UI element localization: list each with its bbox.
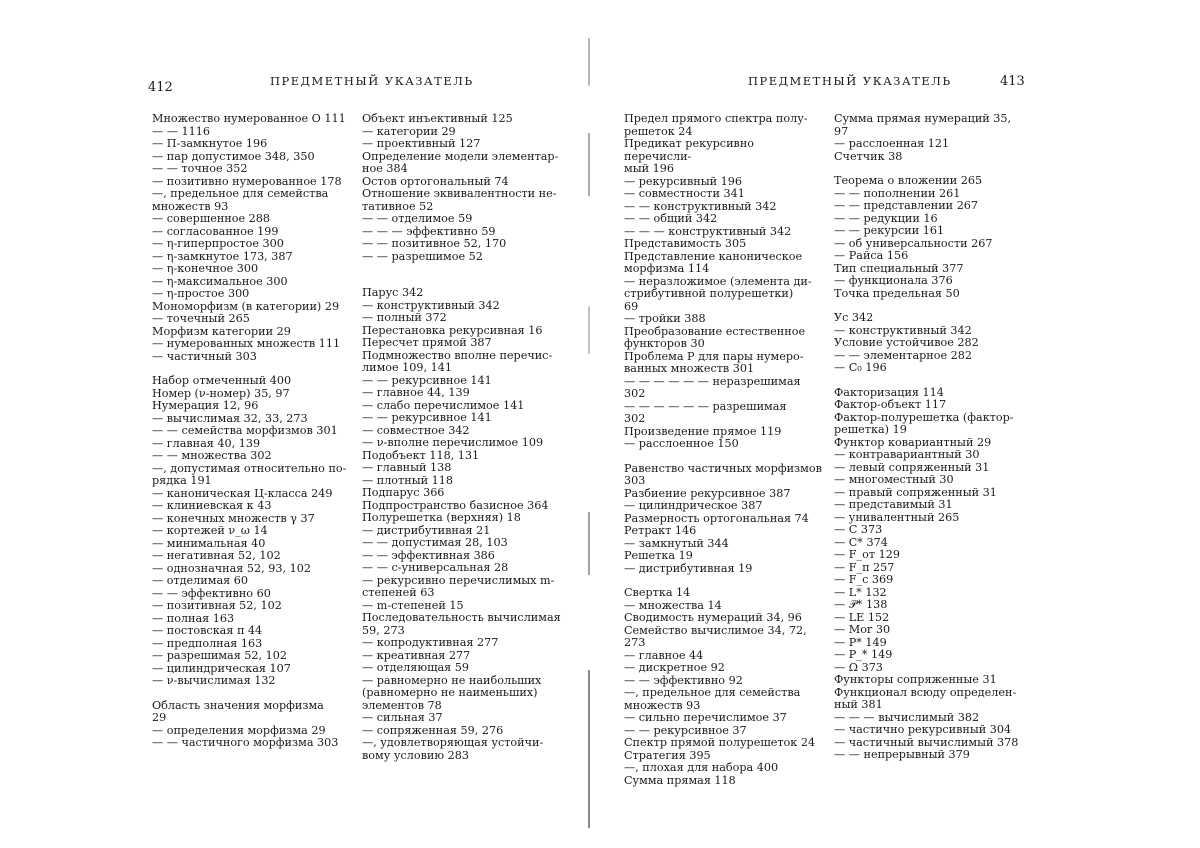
index-entry: Пересчет прямой 387 [362, 336, 492, 349]
index-entry: — отделимая 60 [152, 574, 248, 587]
index-entry: Преобразование естественное [624, 324, 806, 338]
index-entry: — — позитивное 52, 170 [362, 237, 507, 250]
index-entry: — — — — — — разрешимая [624, 399, 787, 413]
index-entry: Множество нумерованное О 111 [152, 112, 346, 125]
index-entry: Фактор-объект 117 [834, 398, 947, 411]
book-spine [588, 38, 590, 828]
index-entry: Представление каноническое [624, 249, 803, 263]
index-entry: Номер (ν-номер) 35, 97 [152, 386, 290, 400]
index-entry: тативное 52 [362, 199, 434, 213]
index-entry: ный 381 [834, 698, 883, 711]
index-entry: —, удовлетворяющая устойчи- [362, 736, 544, 749]
index-column [624, 113, 824, 787]
index-entry: Стратегия 395 [624, 748, 711, 762]
index-entry: — — рекурсивное 37 [624, 723, 747, 737]
index-entry: — пар допустимое 348, 350 [152, 149, 315, 163]
index-entry: — — представлении 267 [834, 199, 979, 212]
index-entry: — C 373 [834, 523, 883, 536]
index-entry: — слабо перечислимое 141 [362, 398, 525, 412]
index-entry: Семейство вычислимое 34, 72, 273 [624, 623, 811, 649]
index-entry: — — эффективно 60 [152, 586, 271, 600]
index-entry: — согласованное 199 [152, 224, 279, 238]
index-entry: Подобъект 118, 131 [362, 448, 480, 462]
index-entry: Функторы сопряженные 31 [834, 673, 997, 686]
index-entry: функторов 30 [624, 337, 705, 350]
index-entry: — рекурсивный 196 [624, 174, 743, 188]
index-entry: множеств 93 [152, 199, 229, 213]
index-entry: — функционала 376 [834, 274, 953, 287]
index-entry: — каноническая Ц-класса 249 [152, 486, 333, 500]
index-entry: — — рекурсивное 141 [362, 373, 492, 387]
index-entry: Ус 342 [834, 311, 874, 324]
index-entry: Решетка 19 [624, 549, 693, 562]
index-entry: 302 [624, 412, 646, 425]
index-entry: — тройки 388 [624, 312, 706, 325]
index-entry: — C₀ 196 [834, 361, 887, 374]
index-entry: Сумма прямая 118 [624, 773, 736, 787]
index-entry: — сильная 37 [362, 711, 443, 724]
index-entry: — Mor 30 [834, 623, 891, 636]
index-entry: Набор отмеченный 400 [152, 374, 292, 387]
index-entry: — m-степеней 15 [362, 598, 464, 612]
entry-gap [834, 375, 1034, 387]
index-entry: 302 [624, 387, 646, 400]
index-entry: 59, 273 [362, 623, 405, 637]
index-entry: Ретракт 146 [624, 524, 697, 537]
index-entry: — главная 40, 139 [152, 436, 261, 450]
index-entry: — плотный 118 [362, 473, 453, 487]
entry-gap [362, 263, 567, 275]
index-entry: — — точное 352 [152, 162, 248, 175]
index-entry: Фактор-полурешетка (фактор- [834, 410, 1014, 424]
index-entry: вому условию 283 [362, 748, 469, 762]
index-entry: — LE 152 [834, 610, 890, 624]
index-entry: Последовательность вычислимая [362, 611, 561, 624]
index-entry: Размерность ортогональная 74 [624, 511, 809, 525]
index-entry: — унивалентный 265 [834, 510, 960, 524]
index-entry: — копродуктивная 277 [362, 636, 499, 649]
index-entry: множеств 93 [624, 698, 701, 712]
index-entry: — ν-вполне перечислимое 109 [362, 436, 544, 449]
index-entry: — совершенное 288 [152, 212, 271, 225]
index-entry: — η-максимальное 300 [152, 274, 288, 288]
index-entry: Сумма прямая нумераций 35, [834, 112, 1012, 125]
index-entry: — η-простое 300 [152, 287, 250, 300]
index-entry: — — разрешимое 52 [362, 249, 483, 263]
index-entry: Тип специальный 377 [834, 261, 964, 275]
index-entry: Полурешетка (верхняя) 18 [362, 511, 521, 524]
index-entry: — — непрерывный 379 [834, 748, 970, 761]
index-entry: лимое 109, 141 [362, 361, 452, 374]
index-entry: Представимость 305 [624, 237, 747, 250]
index-entry: — конструктивный 342 [834, 323, 972, 337]
index-entry: — конструктивный 342 [362, 298, 500, 312]
index-entry: — нумерованных множеств 111 [152, 337, 341, 350]
index-entry: — главный 138 [362, 461, 452, 474]
index-entry: — отделяющая 59 [362, 661, 470, 674]
index-entry: Предел прямого спектра полу- [624, 112, 808, 125]
index-entry: Точка предельная 50 [834, 286, 960, 300]
index-entry: — C* 374 [834, 535, 888, 549]
index-entry: — частичный 303 [152, 349, 257, 363]
index-entry: — η-замкнутое 173, 387 [152, 249, 293, 263]
index-entry: элементов 78 [362, 698, 442, 712]
index-entry: — — элементарное 282 [834, 348, 973, 362]
index-entry: 69 [624, 299, 639, 313]
left-page [0, 0, 585, 848]
index-entry: Проблема P для пары нумеро- [624, 349, 804, 363]
index-entry: — полная 163 [152, 611, 235, 625]
index-entry: — вычислимая 32, 33, 273 [152, 411, 308, 425]
index-entry: Функтор ковариантный 29 [834, 435, 992, 449]
index-entry: — сильно перечислимое 37 [624, 711, 787, 724]
index-entry: — определения морфизма 29 [152, 723, 326, 737]
index-entry: — — рекурсивное 141 [362, 411, 492, 424]
index-entry: — — рекурсии 161 [834, 224, 945, 237]
page-header: ПРЕДМЕТНЫЙ УКАЗАТЕЛЬ [748, 74, 952, 88]
index-entry: — — — конструктивный 342 [624, 224, 792, 238]
index-entry: — неразложимое (элемента ди- [624, 274, 812, 288]
index-entry: ное 384 [362, 162, 408, 175]
index-entry: — замкнутый 344 [624, 536, 729, 550]
index-entry: — многоместный 30 [834, 473, 954, 486]
index-entry: — цилиндрическое 387 [624, 499, 763, 512]
index-entry: — — конструктивный 342 [624, 199, 777, 213]
index-entry: — рекурсивно перечислимых m- [362, 573, 555, 587]
index-entry: мый 196 [624, 162, 674, 175]
index-entry: 97 [834, 124, 849, 138]
index-entry: Предикат рекурсивно перечисли- [624, 137, 758, 163]
entry-gap [624, 451, 824, 463]
index-column [152, 113, 352, 750]
index-entry: Произведение прямое 119 [624, 424, 782, 438]
index-entry: — кортежей ν_ω 14 [152, 524, 268, 537]
index-entry: — L* 132 [834, 585, 887, 599]
index-entry: — позитивная 52, 102 [152, 599, 282, 612]
index-entry: — ν-вычислимая 132 [152, 674, 276, 687]
index-entry: — — эффективная 386 [362, 548, 495, 562]
index-entry: — негативная 52, 102 [152, 549, 281, 562]
index-entry: — равномерно не наибольших [362, 673, 542, 687]
index-entry: Мономорфизм (в категории) 29 [152, 299, 340, 313]
index-entry: Перестановка рекурсивная 16 [362, 323, 543, 337]
index-entry: — — множества 302 [152, 449, 272, 462]
index-entry: — F_c 369 [834, 573, 894, 586]
index-entry: Равенство частичных морфизмов [624, 461, 822, 475]
index-entry: — P_* 149 [834, 648, 893, 661]
index-entry: — — отделимое 59 [362, 212, 473, 225]
index-entry: — частичный вычислимый 378 [834, 735, 1019, 749]
index-entry: Теорема о вложении 265 [834, 174, 983, 187]
index-entry: — — — эффективно 59 [362, 224, 496, 238]
index-entry: — 𝒫* 138 [834, 598, 888, 611]
index-entry: — разрешимая 52, 102 [152, 649, 288, 662]
index-entry: Подпространство базисное 364 [362, 498, 549, 512]
index-entry: решеток 24 [624, 124, 693, 138]
index-entry: — креативная 277 [362, 648, 471, 662]
index-entry: Условие устойчивое 282 [834, 336, 979, 349]
index-entry: стрибутивной полурешетки) [624, 287, 794, 300]
index-entry: — F_π 257 [834, 560, 895, 574]
index-entry: (равномерно не наименьших) [362, 686, 538, 699]
index-entry: — — редукции 16 [834, 211, 938, 225]
right-page [600, 0, 1200, 848]
index-entry: — η-гиперпростое 300 [152, 237, 284, 250]
index-entry: — левый сопряженный 31 [834, 460, 990, 474]
index-entry: — Ω 373 [834, 660, 883, 674]
index-entry: — точечный 265 [152, 312, 250, 325]
page-header: ПРЕДМЕТНЫЙ УКАЗАТЕЛЬ [270, 74, 474, 88]
index-entry: Отношение эквивалентности не- [362, 187, 557, 200]
index-entry: — P* 149 [834, 635, 887, 649]
index-entry: — расслоенная 121 [834, 137, 950, 150]
index-entry: Счетчик 38 [834, 149, 903, 163]
index-entry: — — семейства морфизмов 301 [152, 424, 338, 437]
index-entry: — расслоенное 150 [624, 437, 739, 450]
index-entry: —, предельное для семейства [624, 686, 801, 699]
index-entry: — — эффективно 92 [624, 673, 743, 687]
index-entry: Объект инъективный 125 [362, 112, 513, 125]
index-entry: — сопряженная 59, 276 [362, 723, 504, 737]
index-entry: Подмножество вполне перечис- [362, 348, 553, 362]
index-entry: — главное 44 [624, 648, 704, 662]
index-entry: — — пополнении 261 [834, 186, 961, 200]
index-entry: — категории 29 [362, 124, 456, 138]
index-entry: Определение модели элементар- [362, 149, 559, 163]
index-entry: — — c-универсальная 28 [362, 561, 509, 574]
index-entry: Морфизм категории 29 [152, 324, 291, 338]
index-entry: —, предельное для семейства [152, 187, 329, 200]
page-number: 413 [1000, 74, 1025, 89]
index-entry: — совместности 341 [624, 187, 745, 200]
index-entry: —, допустимая относительно по- [152, 461, 347, 475]
index-entry: — дискретное 92 [624, 661, 725, 674]
index-entry: Остов ортогональный 74 [362, 174, 509, 188]
index-entry: — предполная 163 [152, 636, 263, 650]
index-entry: —, плохая для набора 400 [624, 761, 779, 774]
index-entry: — — — вычислимый 382 [834, 710, 980, 724]
index-entry: морфизма 114 [624, 262, 710, 275]
index-entry: — цилиндрическая 107 [152, 661, 291, 675]
index-entry: Парус 342 [362, 286, 424, 299]
index-entry: — — допустимая 28, 103 [362, 536, 508, 549]
index-entry: — — 1116 [152, 124, 210, 138]
page-number: 412 [148, 80, 173, 95]
index-entry: Факторизация 114 [834, 385, 944, 399]
index-entry: решетка) 19 [834, 423, 907, 436]
index-entry: — F_от 129 [834, 548, 900, 561]
index-entry: — частично рекурсивный 304 [834, 723, 1012, 736]
index-entry: — множества 14 [624, 598, 722, 612]
index-entry: Спектр прямой полурешеток 24 [624, 736, 816, 749]
index-entry: — — общий 342 [624, 212, 718, 225]
entry-gap [152, 688, 352, 700]
index-entry: 29 [152, 711, 167, 724]
index-entry: — — — — — — неразрешимая [624, 374, 801, 388]
index-entry: — совместное 342 [362, 423, 470, 437]
index-entry: — клиниевская κ 43 [152, 499, 272, 512]
index-entry: ванных множеств 301 [624, 362, 755, 375]
index-entry: Свертка 14 [624, 586, 691, 599]
index-entry: Область значения морфизма [152, 698, 324, 712]
index-entry: степеней 63 [362, 586, 435, 599]
index-entry: Нумерация 12, 96 [152, 399, 259, 412]
index-entry: 303 [624, 474, 646, 487]
index-column [834, 113, 1034, 762]
index-entry: — представимый 31 [834, 498, 953, 511]
index-entry: — дистрибутивная 21 [362, 523, 491, 537]
index-entry: — — частичного морфизма 303 [152, 736, 339, 749]
index-entry: — главное 44, 139 [362, 386, 470, 399]
index-entry: — об универсальности 267 [834, 236, 993, 250]
index-column [362, 113, 567, 762]
index-entry: — Райса 156 [834, 249, 909, 262]
index-entry: — однозначная 52, 93, 102 [152, 561, 311, 575]
index-entry: Сводимость нумераций 34, 96 [624, 611, 802, 624]
index-entry: — проективный 127 [362, 137, 481, 150]
index-entry: Функционал всюду определен- [834, 685, 1017, 699]
index-entry: — контравариантный 30 [834, 448, 980, 461]
index-entry: — η-конечное 300 [152, 262, 259, 275]
index-entry: — П-замкнутое 196 [152, 137, 268, 150]
index-entry: — постовская π 44 [152, 624, 263, 637]
index-entry: — полный 372 [362, 311, 447, 324]
index-entry: Подпарус 366 [362, 486, 445, 499]
index-entry: — минимальная 40 [152, 536, 266, 550]
index-entry: — правый сопряженный 31 [834, 485, 997, 499]
index-entry: — позитивно нумерованное 178 [152, 174, 342, 188]
index-entry: — дистрибутивная 19 [624, 561, 753, 575]
index-entry: Разбиение рекурсивное 387 [624, 486, 791, 500]
index-entry: — конечных множеств γ 37 [152, 511, 315, 525]
index-entry: рядка 191 [152, 474, 212, 487]
